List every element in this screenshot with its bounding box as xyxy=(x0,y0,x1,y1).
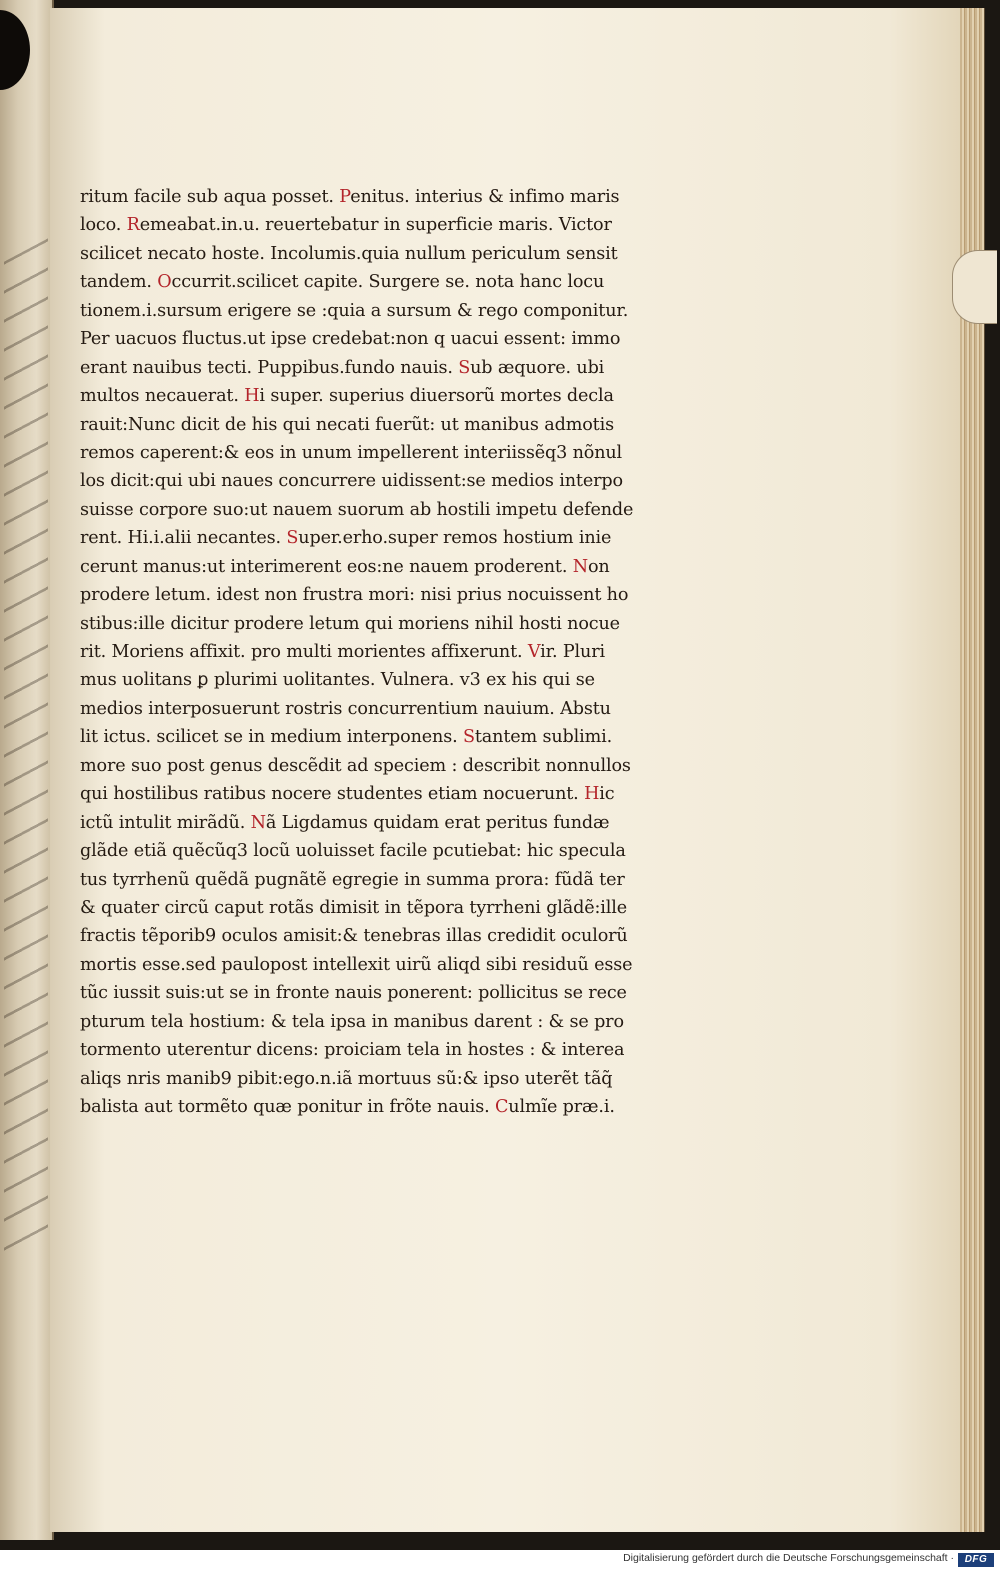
rubricated-initial: V xyxy=(527,642,541,662)
rubricated-initial: R xyxy=(126,215,140,236)
line-text: prodere letum. idest non frustra mori: nisi prius nocuissent ho xyxy=(80,585,629,606)
text-line xyxy=(80,666,680,694)
line-text: glãde etiã quẽcũq3 locũ uoluisset facile pcutiebat: hic specula xyxy=(80,841,626,862)
line-text: ulmĩe præ.i. xyxy=(508,1097,615,1117)
line-text: on xyxy=(587,556,610,577)
rubricated-initial: N xyxy=(572,556,588,577)
line-text: mus uolitans ꝑ plurimi uolitantes. Vulnera. v3 ex his qui se xyxy=(80,670,595,691)
text-line xyxy=(80,268,680,296)
text-line xyxy=(80,581,680,609)
page-tab-marker xyxy=(952,250,997,324)
text-line xyxy=(80,809,680,837)
line-text: ub æquore. ubi xyxy=(470,357,605,378)
rubricated-initial: P xyxy=(339,187,351,207)
text-line xyxy=(80,752,680,780)
line-text: more suo post genus descẽdit ad speciem : describit nonnullos xyxy=(80,755,631,776)
line-text: & quater circũ caput rotãs dimisit in tẽpora tyrrheni glãdẽ:ille xyxy=(80,897,627,918)
line-text: suisse corpore suo:ut nauem suorum ab hostili impetu defende xyxy=(80,499,634,520)
line-text: cerunt manus:ut interimerent eos:ne nauem proderent. xyxy=(80,556,573,577)
line-text: ccurrit.scilicet capite. Surgere se. nota hanc locu xyxy=(171,272,605,293)
text-line xyxy=(80,183,680,211)
text-line xyxy=(80,524,680,552)
line-text: los dicit:qui ubi naues concurrere uidissent:se medios interpo xyxy=(80,471,623,492)
line-text: multos necauerat. xyxy=(80,386,245,407)
line-text: i super. superius diuersorũ mortes decla xyxy=(259,386,614,407)
facing-page-text-fragment xyxy=(4,238,48,1261)
line-text: uper.erho.super remos hostium inie xyxy=(298,528,612,549)
line-text: tus tyrrhenũ quẽdã pugnãtẽ egregie in summa prora: fũdã ter xyxy=(80,869,625,890)
line-text: fractis tẽporib9 oculos amisit:& tenebras illas credidit oculorũ xyxy=(80,926,628,947)
text-line xyxy=(80,211,680,239)
dfg-logo: DFG xyxy=(958,1553,994,1567)
line-text: ic xyxy=(599,784,615,805)
line-text: ir. Pluri xyxy=(540,642,605,662)
line-text: remos caperent:& eos in unum impellerent interiissẽq3 nõnul xyxy=(80,442,623,463)
line-text: tandem. xyxy=(80,272,158,293)
line-text: ã Ligdamus quidam erat peritus fundæ xyxy=(265,812,610,833)
line-text: tionem.i.sursum erigere se :quia a sursum & rego componitur. xyxy=(80,300,629,321)
binding-clip xyxy=(0,10,30,90)
rubricated-initial: S xyxy=(286,528,299,549)
page-stack-edge xyxy=(960,8,985,1532)
text-line xyxy=(80,354,680,382)
line-text: tormento uterentur dicens: proiciam tela in hostes : & interea xyxy=(80,1040,625,1061)
rubricated-initial: S xyxy=(458,357,471,378)
line-text: balista aut tormẽto quæ ponitur in frõte nauis. xyxy=(80,1097,495,1117)
line-text: tũc iussit suis:ut se in fronte nauis ponerent: pollicitus se rece xyxy=(80,983,627,1004)
line-text: stibus:ille dicitur prodere letum qui moriens nihil hosti nocue xyxy=(80,613,620,634)
text-line xyxy=(80,439,680,467)
text-line xyxy=(80,496,680,524)
facing-page-edge xyxy=(0,0,54,1540)
text-line xyxy=(80,382,680,410)
text-line xyxy=(80,638,680,666)
text-line xyxy=(80,837,680,865)
line-text: enitus. interius & infimo maris xyxy=(350,187,620,207)
line-text: aliqs nris manib9 pibit:ego.n.iã mortuus sũ:& ipso uterẽt tãq̃ xyxy=(80,1068,613,1089)
text-line xyxy=(80,297,680,325)
text-line xyxy=(80,553,680,581)
line-text: qui hostilibus ratibus nocere studentes etiam nocuerunt. xyxy=(80,784,585,805)
line-text: rit. Moriens affixit. pro multi morientes affixerunt. xyxy=(80,642,528,662)
text-line xyxy=(80,979,680,1007)
rubricated-initial: H xyxy=(244,386,260,407)
text-line xyxy=(80,411,680,439)
text-line xyxy=(80,894,680,922)
text-line xyxy=(80,325,680,353)
text-line xyxy=(80,240,680,268)
text-line xyxy=(80,1065,680,1093)
line-text: erant nauibus tecti. Puppibus.fundo nauis. xyxy=(80,357,459,378)
line-text: ritum facile sub aqua posset. xyxy=(80,187,340,207)
text-line xyxy=(80,467,680,495)
text-line xyxy=(80,610,680,638)
rubricated-initial: N xyxy=(250,812,266,833)
text-line xyxy=(80,1008,680,1036)
text-line xyxy=(80,723,680,751)
line-text: lit ictus. scilicet se in medium interponens. xyxy=(80,727,463,748)
line-text: ictũ intulit mirãdũ. xyxy=(80,812,251,833)
text-line xyxy=(80,1093,680,1121)
commentary-text-block xyxy=(80,183,680,1121)
line-text: medios interposuerunt rostris concurrentium nauium. Abstu xyxy=(80,698,611,719)
text-line xyxy=(80,951,680,979)
line-text: rent. Hi.i.alii necantes. xyxy=(80,528,287,549)
line-text: pturum tela hostium: & tela ipsa in manibus darent : & se pro xyxy=(80,1011,624,1032)
rubricated-initial: H xyxy=(584,784,600,805)
line-text: scilicet necato hoste. Incolumis.quia nullum periculum sensit xyxy=(80,243,618,264)
rubricated-initial: S xyxy=(462,727,475,748)
line-text: loco. xyxy=(80,215,127,236)
line-text: rauit:Nunc dicit de his qui necati fuerũt: ut manibus admotis xyxy=(80,414,614,435)
rubricated-initial: O xyxy=(157,272,172,293)
text-line xyxy=(80,780,680,808)
line-text: mortis esse.sed paulopost intellexit uirũ aliqd sibi residuũ esse xyxy=(80,954,633,975)
line-text: tantem sublimi. xyxy=(474,727,613,748)
text-line xyxy=(80,922,680,950)
funding-credit: Digitalisierung gefördert durch die Deutsche Forschungsgemeinschaft · xyxy=(623,1552,954,1564)
text-line xyxy=(80,866,680,894)
line-text: Per uacuos fluctus.ut ipse credebat:non q uacui essent: immo xyxy=(80,329,621,350)
text-line xyxy=(80,695,680,723)
rubricated-initial: C xyxy=(494,1097,509,1117)
text-line xyxy=(80,1036,680,1064)
line-text: emeabat.in.u. reuertebatur in superficie maris. Victor xyxy=(139,215,612,236)
